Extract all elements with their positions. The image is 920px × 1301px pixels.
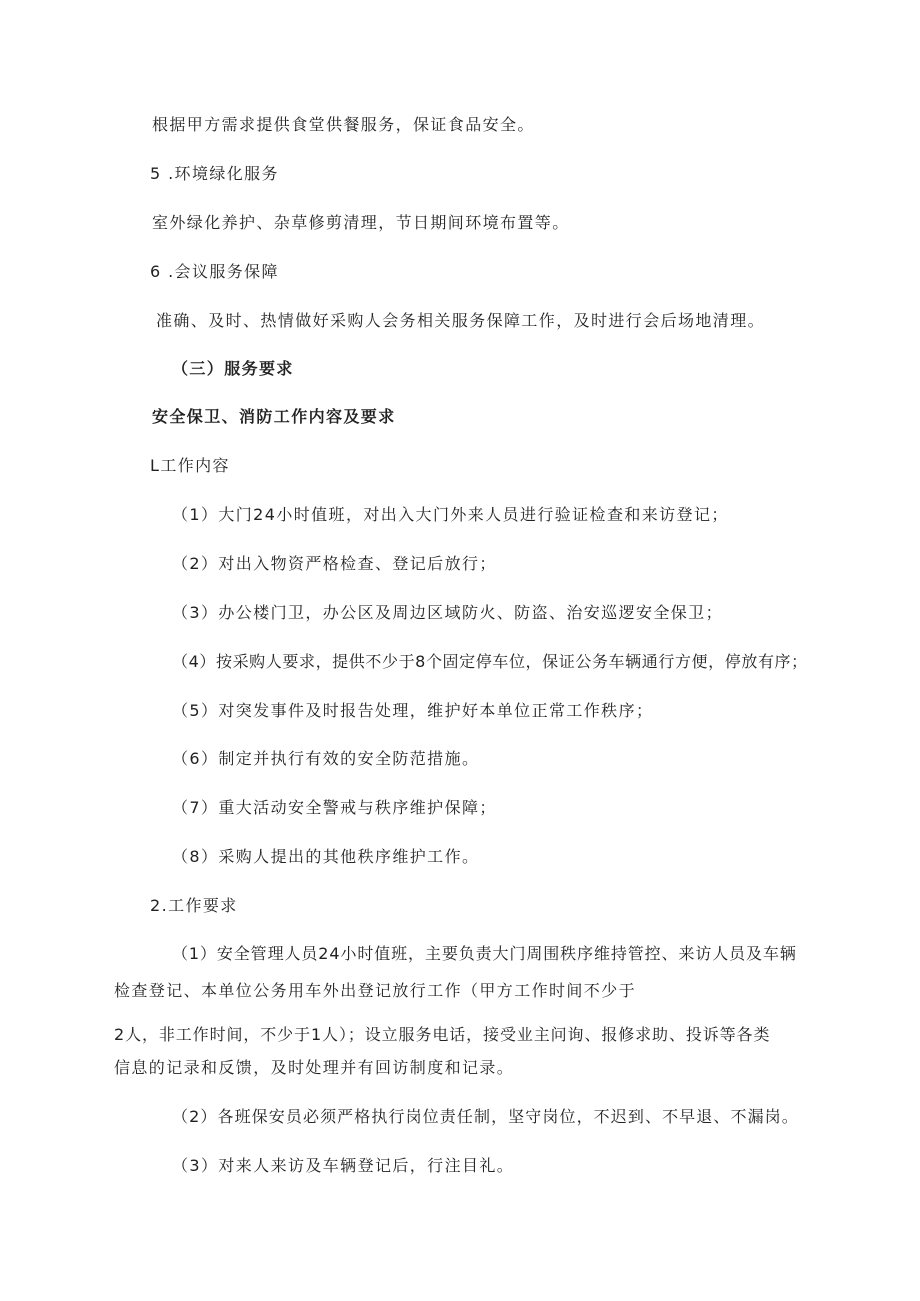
list-item-5: （5）对突发事件及时报告处理，维护好本单位正常工作秩序； — [172, 701, 654, 720]
list-item-1: （1）大门24小时值班，对出入大门外来人员进行验证检查和来访登记； — [172, 505, 729, 524]
heading-meeting-service: 6 .会议服务保障 — [150, 262, 279, 281]
paragraph-greening-service: 室外绿化养护、杂草修剪清理，节日期间环境布置等。 — [152, 213, 570, 232]
paragraph-canteen-service: 根据甲方需求提供食堂供餐服务，保证食品安全。 — [152, 115, 535, 134]
section-heading-service-requirements: （三）服务要求 — [172, 359, 294, 378]
requirement-1-line-2: 检查登记、本单位公务用车外出登记放行工作（甲方工作时间不少于 — [114, 981, 637, 1000]
requirement-1-line-4: 信息的记录和反馈，及时处理并有回访制度和记录。 — [114, 1058, 515, 1077]
subsection-heading-security-fire: 安全保卫、消防工作内容及要求 — [152, 407, 396, 426]
heading-work-requirements: 2.工作要求 — [150, 896, 238, 915]
list-item-6: （6）制定并执行有效的安全防范措施。 — [172, 749, 480, 768]
heading-work-content: L工作内容 — [150, 456, 230, 475]
list-item-3: （3）办公楼门卫，办公区及周边区域防火、防盗、治安巡逻安全保卫； — [172, 603, 723, 622]
paragraph-meeting-service: 准确、及时、热情做好采购人会务相关服务保障工作，及时进行会后场地清理。 — [156, 311, 766, 330]
requirement-3: （3）对来人来访及车辆登记后，行注目礼。 — [172, 1156, 515, 1175]
list-item-7: （7）重大活动安全警戒与秩序维护保障； — [172, 798, 497, 817]
list-item-4: （4）按采购人要求，提供不少于8个固定停车位，保证公务车辆通行方便，停放有序； — [172, 652, 808, 671]
requirement-1-line-3: 2人，非工作时间，不少于1人）；设立服务电话，接受业主问询、报修求助、投诉等各类 — [114, 1025, 771, 1044]
list-item-8: （8）采购人提出的其他秩序维护工作。 — [172, 847, 480, 866]
heading-greening-service: 5 .环境绿化服务 — [150, 164, 279, 183]
requirement-2: （2）各班保安员必须严格执行岗位责任制，坚守岗位，不迟到、不早退、不漏岗。 — [172, 1107, 799, 1126]
requirement-1-line-1: （1）安全管理人员24小时值班，主要负责大门周围秩序维持管控、来访人员及车辆 — [172, 944, 797, 963]
list-item-2: （2）对出入物资严格检查、登记后放行； — [172, 554, 497, 573]
